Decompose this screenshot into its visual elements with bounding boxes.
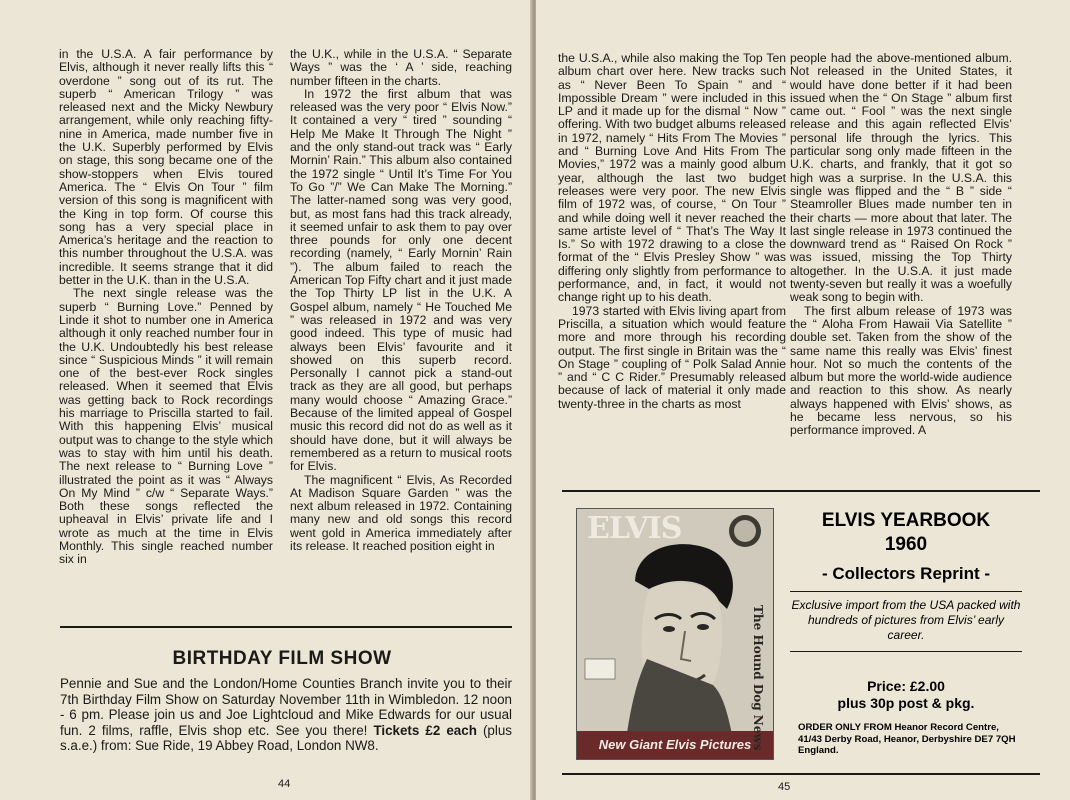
birthday-show-title: BIRTHDAY FILM SHOW	[172, 648, 392, 669]
birthday-show-text: Pennie and Sue and the London/Home Counties Branch invite you to their 7th Birthday Film Show on Saturday November 11th in Wimbledon. 12 noon - 6 pm. Please join us and Joe Lightcloud and Mike Edwards for our usual fun. 2 films, raffle, Elvis shop etc. See you there!	[60, 676, 512, 738]
paragraph: The magnificent “ Elvis, As Recorded At Madison Square Garden ” was the next album released in 1972. Containing many new and old songs this record went gold in America immediately after its release. It reached position eight in	[290, 472, 512, 553]
section-divider	[562, 490, 1040, 492]
paragraph: The next single release was the superb “ Burning Love.” Penned by Linde it shot to number one in America although it only reached number four in the U.K. Undoubtedly his best release since “ Suspicious Minds ” it will remain one of the best-ever Rock singles released. When it seemed that Elvis was getting back to Rock recordings his marriage to Priscilla started to fail. With this happening Elvis’ musical output was to change to the style which was to stay with him until his death. The next release to “ Burning Love ” illustrated the point as it was “ Always On My Mind ” c/w “ Separate Ways.” Both these songs reflected the upheaval in Elvis’ private life and I wrote as much at the time in Elvis Monthly. This single reached number six in	[59, 286, 273, 567]
bottom-divider	[562, 773, 1040, 775]
cover-banner: New Giant Elvis Pictures	[598, 737, 752, 752]
page-number: 44	[278, 778, 291, 790]
advert-order-address: ORDER ONLY FROM Heanor Record Centre, 41/43 Derby Road, Heanor, Derbyshire DE7 7QH England.	[798, 722, 1016, 756]
advert-title: ELVIS YEARBOOK	[821, 510, 991, 531]
ticket-source: (plus s.a.e.) from: Sue Ride, 19 Abbey Road, London NW8.	[60, 722, 512, 754]
advert-description: Exclusive import from the USA packed with hundreds of pictures from Elvis’ early career.	[791, 598, 1021, 642]
birthday-show-body	[60, 676, 512, 754]
advert-divider	[790, 591, 1022, 592]
section-divider	[60, 626, 512, 628]
paragraph: The first album release of 1973 was the “ Aloha From Hawaii Via Satellite ” double set. Taken from the show of the same name this really was Elvis’ finest hour. Not so much the contents of the album but more the world-wide audience and reaction to this show. As nearly always happened with Elvis’ shows, as he became less nervous, so his performance improved. A	[790, 303, 1012, 438]
cover-masthead: ELVIS	[587, 511, 682, 546]
advert-subtitle: - Collectors Reprint -	[821, 564, 991, 583]
advert-divider	[790, 651, 1022, 652]
paragraph: in the U.S.A. A fair performance by Elvis, although it never really lifts this “ overdone ” song out of its rut. The superb “ American Trilogy ” was released next and the Micky Newbury arrangement, while only reaching fifty-nine in America, made number five in the U.K. Superbly performed by Elvis on stage, this song became one of the show-stoppers when Elvis toured America. The “ Elvis On Tour ” film version of this song is magnificent with the King in top form. Of course this song has a very special place in America’s heritage and the reaction to this number throughout the U.S.A. was incredible. It seems strange that it did better in the U.K. than in the U.S.A.	[59, 47, 273, 288]
article-column-2	[290, 48, 512, 553]
page-number: 45	[778, 781, 791, 793]
paragraph: the U.K., while in the U.S.A. “ Separate Ways ” was the ‘ A ’ side, reaching number fifteen in the charts.	[290, 47, 512, 88]
paragraph: the U.S.A., while also making the Top Ten album chart over here. New tracks such as “ Never Been To Spain ” and “ Impossible Dream ” were included in this LP and it made up for the dismal “ Now ” offering. With two budget albums released in 1972, namely “ Hits From The Movies ” and “ Burning Love And Hits From The Movies,” 1972 was a mainly good album year, although the last two budget releases were very poor. The new Elvis film of 1972 was, of course, “ On Tour ” and while doing well it never reached the same artiste level of “ That’s The Way It Is.” So with 1972 drawing to a close the format of the “ Elvis Presley Show ” was differing only slightly from performance to performance, and, in fact, it would not change right up to his death.	[558, 51, 786, 305]
advert-price: Price: £2.00	[867, 678, 945, 694]
left-page	[0, 0, 532, 800]
yearbook-advert	[790, 508, 1022, 757]
paragraph: 1973 started with Elvis living apart from Priscilla, a situation which would feature more and more through his recording output. The first single in Britain was the “ On Stage ” coupling of “ Polk Salad Annie ” and “ C C Rider.” Presumably released because of lack of material it only made twenty-three in the charts as most	[558, 303, 786, 411]
paragraph: In 1972 the first album that was released was the very poor “ Elvis Now.” It contained a very “ tired ” sounding “ Help Me Make It Through The Night ” and the only stand-out track was “ Early Mornin’ Rain.” This album also contained the 1972 single “ Until It’s Time For You To Go ”/” We Can Make The Morning.” The latter-named song was very good, but, as most fans had this track already, it seemed unfair to ask them to pay over three pounds for only one decent recording (namely, “ Early Mornin’ Rain ”). The album failed to reach the American Top Fifty chart and it just made the Top Thirty LP list in the U.K. A Gospel album, namely “ He Touched Me ” was released in 1972 and was very good indeed. This type of music had always been Elvis’ favourite and it showed on this superb record. Personally I cannot pick a stand-out track as they are all good, but perhaps many would choose “ Amazing Grace.” Because of the limited appeal of Gospel music this record did not do as well as it should have done, but it will always be remembered as a return to musical roots for Elvis.	[290, 86, 512, 474]
article-column-1	[59, 48, 273, 567]
advert-postage: plus 30p post & pkg.	[837, 695, 975, 711]
yearbook-cover-image	[576, 508, 774, 760]
cover-side-text: The Hound Dog News	[751, 605, 765, 751]
article-column-3	[558, 52, 786, 411]
ticket-price: Tickets £2 each	[373, 722, 477, 738]
paragraph: people had the above-mentioned album. Not released in the United States, it would have done better if it had been issued when the “ On Stage ” album first came out. “ Fool ” was the next single release and this again reflected Elvis’ personal life through the lyrics. This particular song only made fifteen in the U.K. charts, and frankly, that it got so high was a surprise. In the U.S.A. this single was flipped and the “ B ” side “ Steamroller Blues made number ten in their charts — more about that later. The last single release in 1973 continued the downward trend as “ Raised On Rock ” was issued, missing the Top Thirty altogether. In the U.S.A. it just made twenty-seven but really it was a woefully weak song to begin with.	[790, 51, 1012, 305]
article-column-4	[790, 52, 1012, 438]
advert-year: 1960	[884, 534, 928, 555]
